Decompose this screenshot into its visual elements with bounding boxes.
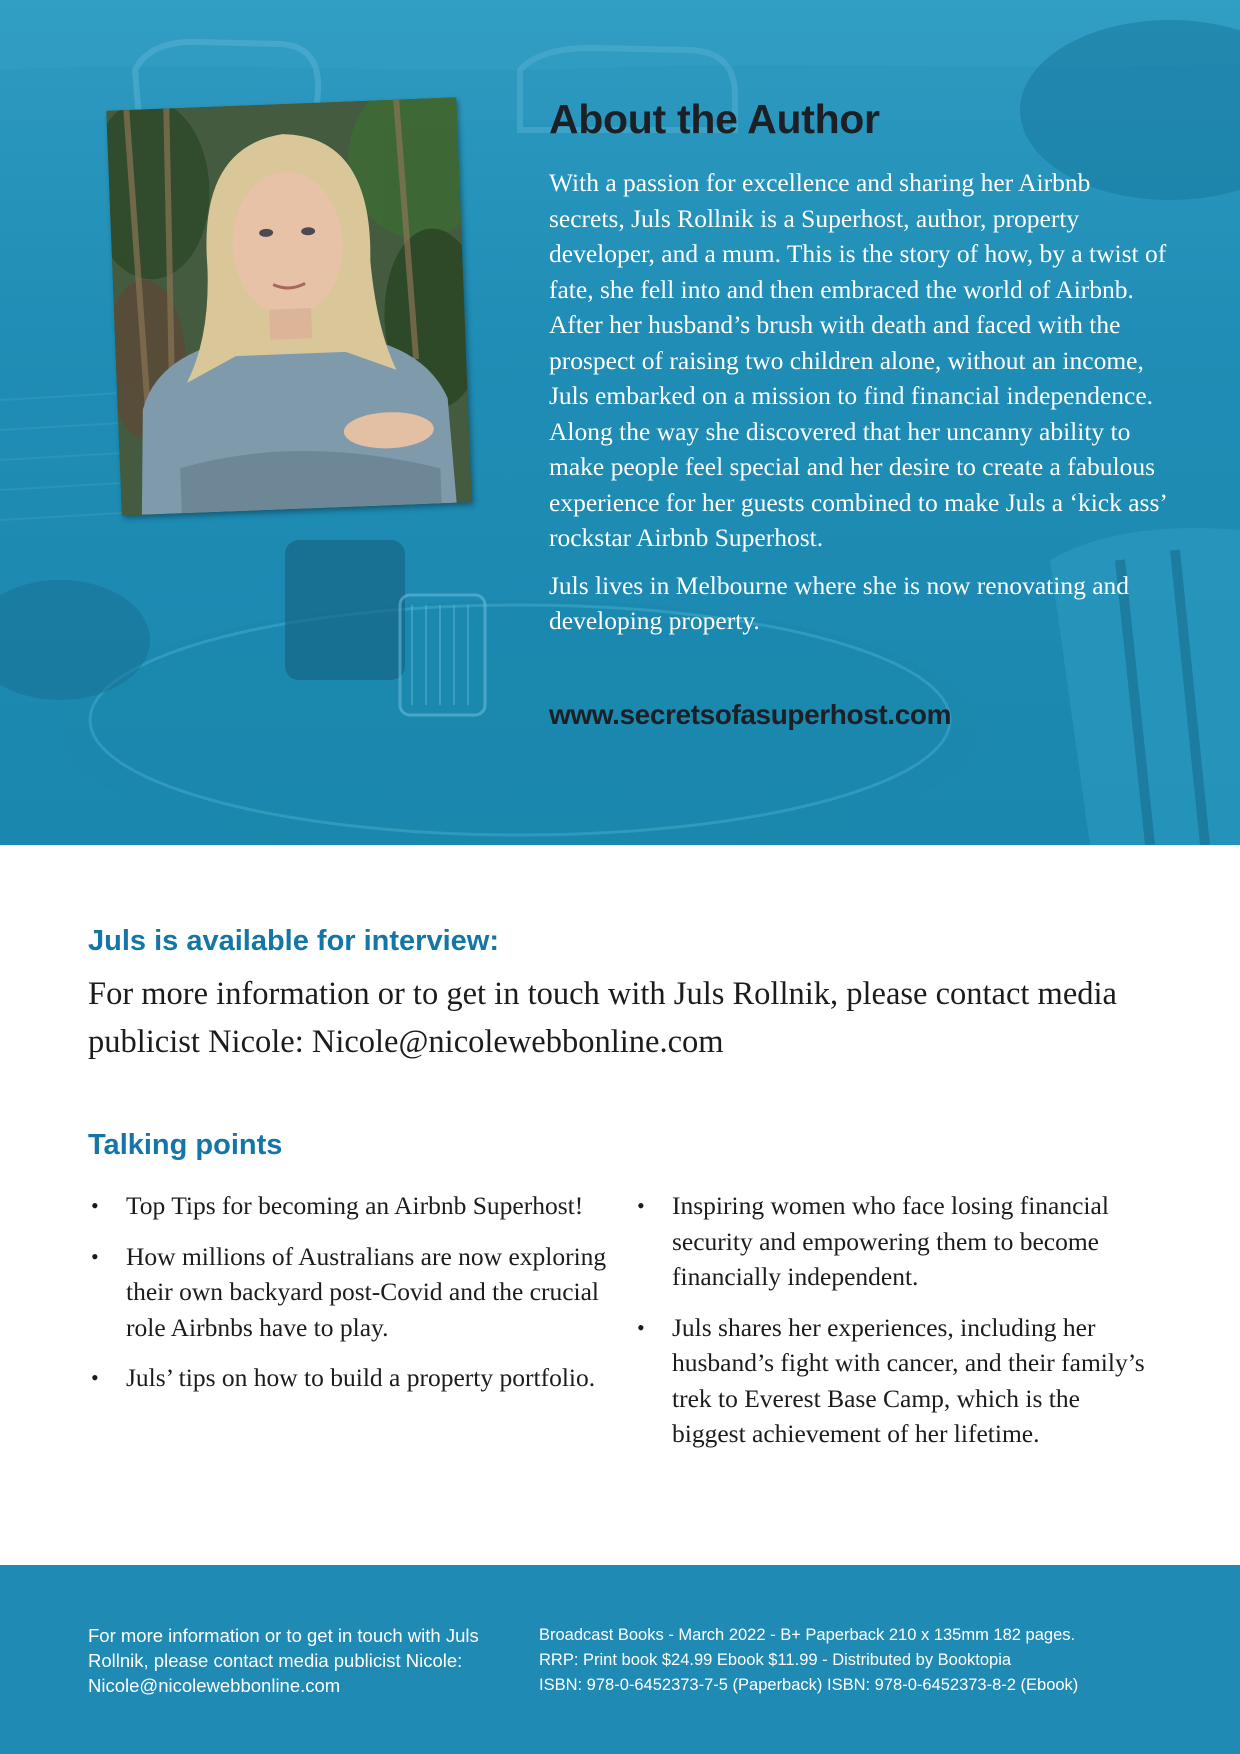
list-item — [88, 1239, 608, 1346]
interview-contact-text: For more information or to get in touch with Juls Rollnik, please contact media publicist Nicole: Nicole@nicolewebbonline.com — [88, 976, 1117, 1060]
list-item — [88, 1360, 608, 1396]
footer-contact-text: For more information or to get in touch with Juls Rollnik, please contact media publicist Nicole: Nicole@nicolewebbonline.com — [88, 1625, 479, 1696]
footer-book-details — [539, 1623, 1219, 1698]
bullet-icon: • — [637, 1314, 645, 1340]
list-item — [88, 1188, 608, 1224]
about-author-section — [0, 0, 1240, 845]
bullet-icon: • — [91, 1365, 99, 1390]
about-author-heading: About the Author — [549, 96, 880, 142]
list-item-text: Top Tips for becoming an Airbnb Superhost! — [126, 1191, 584, 1220]
bullet-icon: • — [637, 1193, 645, 1218]
list-item-text: Inspiring women who face losing financial security and empowering them to become financially independent. — [672, 1191, 1109, 1291]
footer-isbn-line: ISBN: 978-0-6452373-7-5 (Paperback) ISBN: 978-0-6452373-8-2 (Ebook) — [539, 1676, 1079, 1694]
author-bio — [549, 96, 1169, 731]
footer — [0, 1565, 1240, 1754]
list-item-text: Juls shares her experiences, including her husband’s fight with cancer, and their family’s trek to Everest Base Camp, which is the biggest achievement of her lifetime. — [672, 1312, 1145, 1448]
list-item — [634, 1310, 1154, 1452]
list-item-text: How millions of Australians are now exploring their own backyard post-Covid and the crucial role Airbnbs have to play. — [126, 1241, 607, 1342]
interview-heading: Juls is available for interview: — [88, 925, 499, 957]
footer-price-line: RRP: Print book $24.99 Ebook $11.99 - Distributed by Booktopia — [539, 1651, 1012, 1669]
website-link[interactable]: www.secretsofasuperhost.com — [549, 698, 952, 730]
footer-publisher-line: Broadcast Books - March 2022 - B+ Paperback 210 x 135mm 182 pages. — [539, 1626, 1076, 1644]
talking-points-left-list — [88, 1188, 608, 1411]
talking-points-right-list — [634, 1188, 1154, 1467]
talking-points-heading: Talking points — [88, 1129, 283, 1161]
author-location-paragraph: Juls lives in Melbourne where she is now renovating and developing property. — [549, 570, 1130, 635]
bullet-icon: • — [91, 1193, 99, 1218]
list-item-text: Juls’ tips on how to build a property portfolio. — [126, 1363, 596, 1392]
author-bio-paragraph: With a passion for excellence and sharing her Airbnb secrets, Juls Rollnik is a Superhost, author, property developer, and a mum. This is the story of how, by a twist of fate, she fell into and then embraced the world of Airbnb. After her husband’s brush with death and faced with the prospect of raising two children alone, without an income, Juls embarked on a mission to find financial independence. Along the way she discovered that her uncanny ability to make people feel special and her desire to create a fabulous experience for her guests combined to make Juls a ‘kick ass’ rockstar Airbnb Superhost. — [549, 168, 1167, 552]
bullet-icon: • — [91, 1243, 99, 1269]
author-portrait-image — [106, 97, 471, 515]
author-photo — [106, 97, 471, 515]
list-item — [634, 1188, 1154, 1295]
